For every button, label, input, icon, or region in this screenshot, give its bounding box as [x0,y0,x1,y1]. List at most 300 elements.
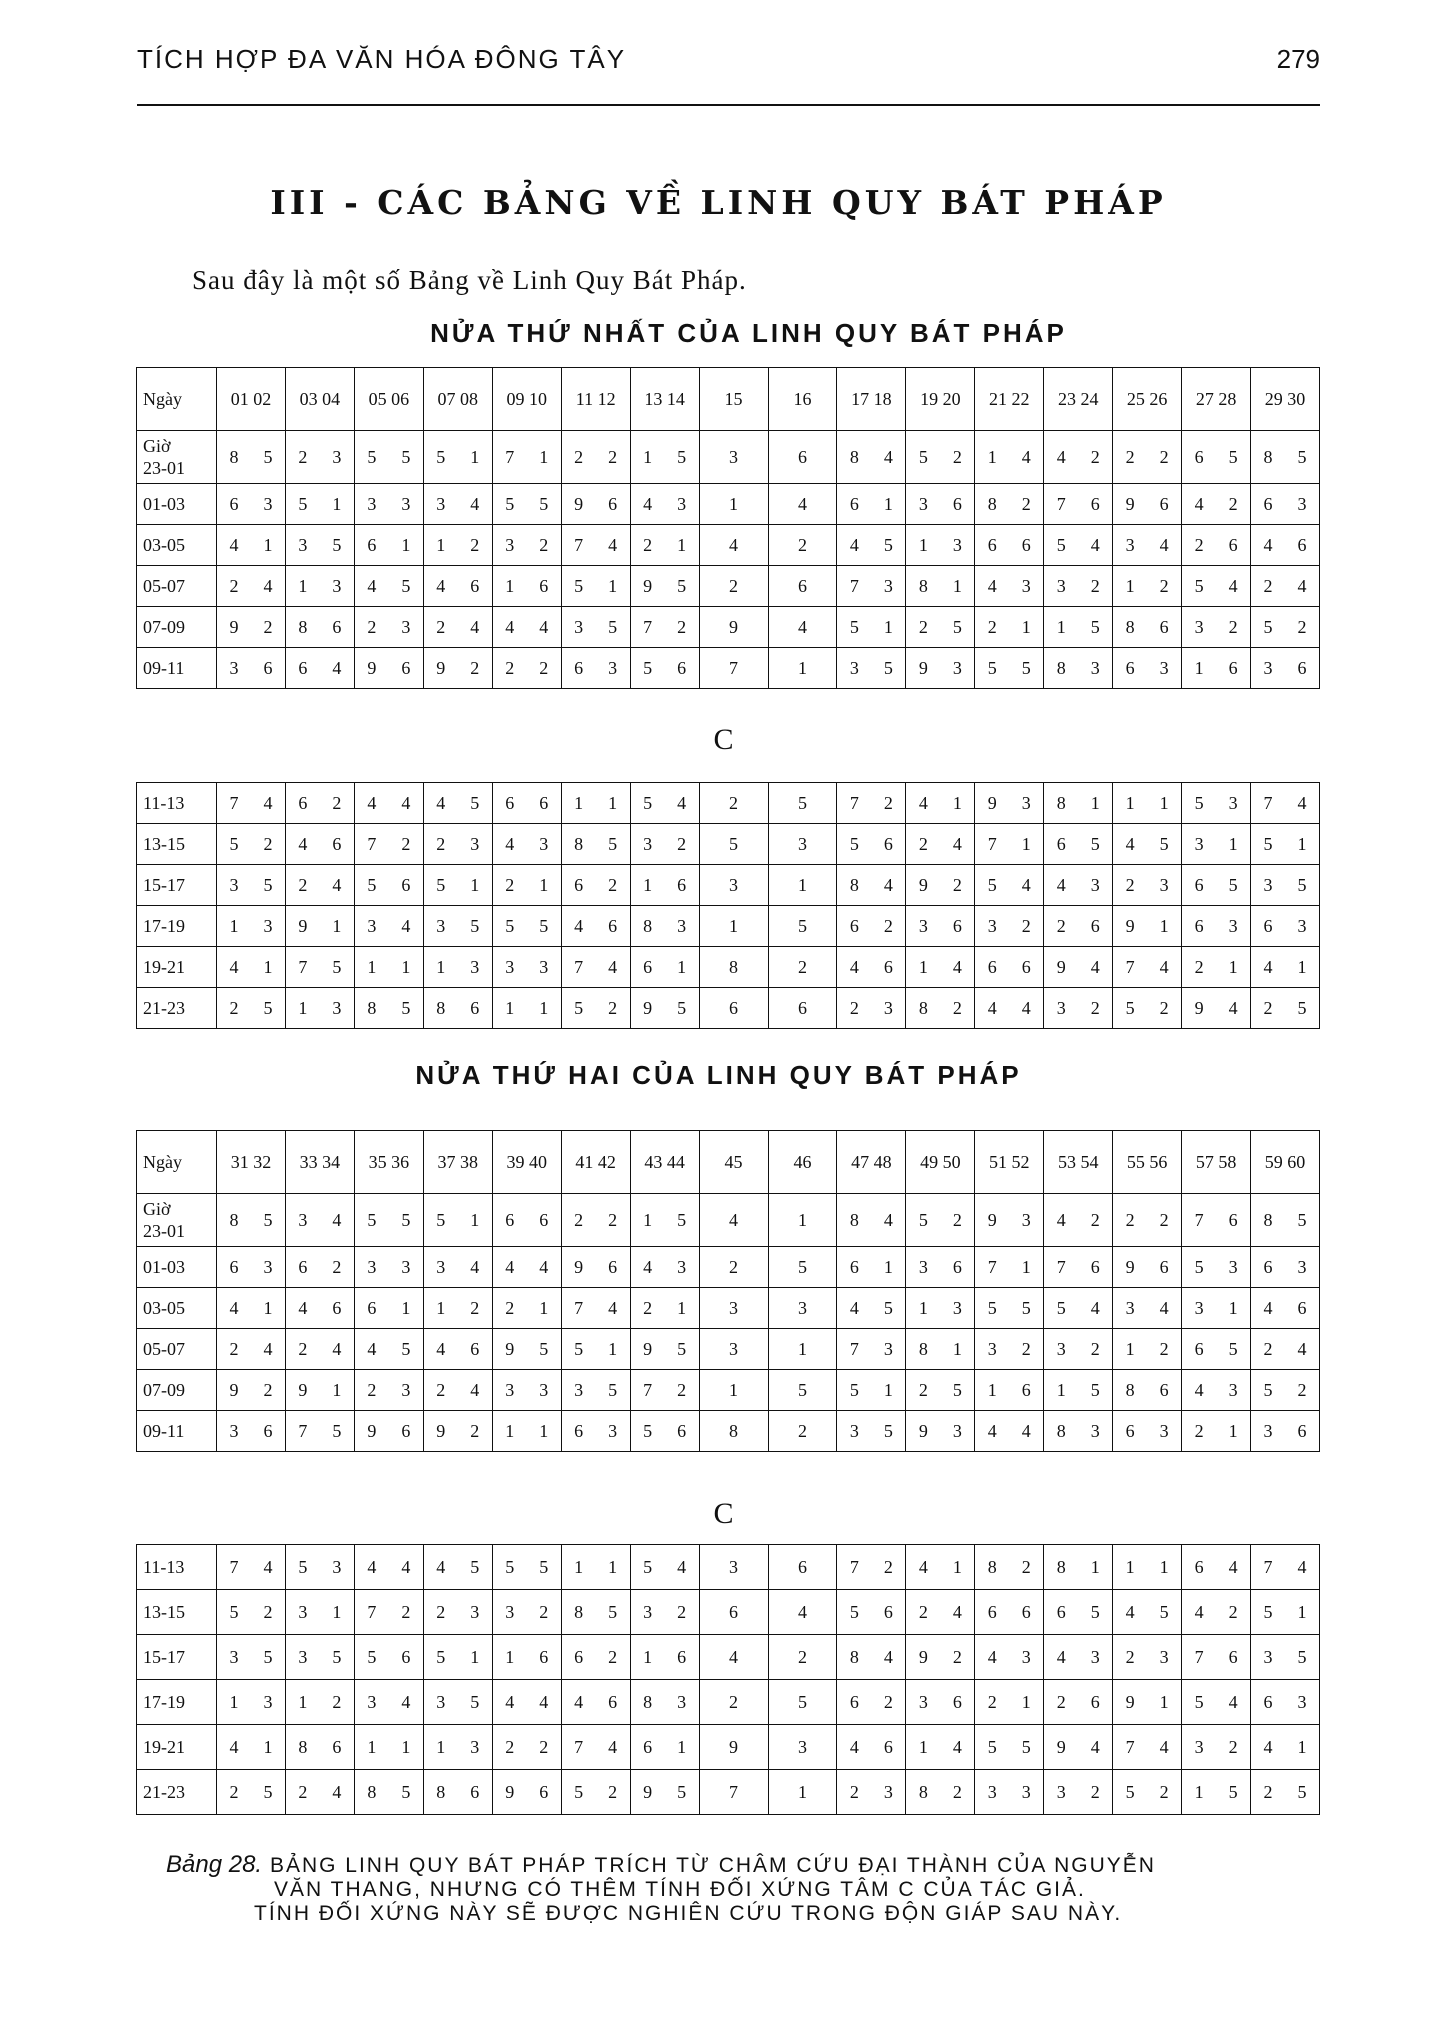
table-cell [837,1725,906,1770]
table-cell [561,484,630,525]
cell-value: 6 2 [849,915,893,936]
table-cell [975,431,1044,484]
table-cell [1044,1590,1113,1635]
cell-value: 1 3 [436,1736,480,1757]
table-row [137,1545,1320,1590]
table-cell [561,906,630,947]
first-half-bottom-table [136,782,1320,1029]
table-cell: 2 [768,1411,837,1452]
table-cell [217,1288,286,1329]
cell-value: 1 1 [505,997,549,1018]
table-cell: 4 [699,525,768,566]
cell-value: 6 3 [1263,915,1307,936]
cell-value: 8 5 [574,833,618,854]
cell-value: 2 5 [229,997,273,1018]
cell-value: 5 4 [987,874,1031,895]
table-cell [1251,1770,1320,1815]
cell-value: 7 6 [1194,1646,1238,1667]
cell-value: 3 5 [298,1646,342,1667]
table-cell [1113,1194,1182,1247]
cell-value: 4 5 [1125,1601,1169,1622]
cell-value: 9 5 [643,1338,687,1359]
cell-value: 4 3 [987,1646,1031,1667]
table-cell: 1 [699,1370,768,1411]
table-cell [630,484,699,525]
cell-value: 9 3 [987,792,1031,813]
hour-label [137,431,217,484]
cell-value: 9 2 [918,1646,962,1667]
cell-value: 5 2 [1125,997,1169,1018]
cell-value: 3 4 [298,1209,342,1230]
table-cell [975,1545,1044,1590]
cell-value: 1 5 [1056,616,1100,637]
cell-value: 1 4 [918,956,962,977]
cell-value: 1 1 [574,1556,618,1577]
table-cell [906,1680,975,1725]
day-column-header: 45 [699,1131,768,1194]
table-cell [354,988,423,1029]
table-row [137,431,1320,484]
cell-value: 4 2 [1056,1209,1100,1230]
cell-value: 3 5 [229,874,273,895]
cell-value: 8 1 [918,1338,962,1359]
table-cell [561,988,630,1029]
table-cell [1044,648,1113,689]
cell-value: 2 4 [918,1601,962,1622]
table-cell [354,824,423,865]
cell-value: 9 1 [1125,915,1169,936]
cell-value: 5 6 [643,657,687,678]
cell-value: 9 6 [1125,493,1169,514]
hour-label: 21-23 [137,1770,217,1815]
cell-value: 1 6 [1194,657,1238,678]
table-cell [217,1635,286,1680]
table-cell [354,484,423,525]
table-row [137,1635,1320,1680]
cell-value: 4 5 [849,534,893,555]
table-row [137,1411,1320,1452]
table-cell [906,1411,975,1452]
table-cell [492,1770,561,1815]
table-cell [354,1725,423,1770]
table-row [137,1288,1320,1329]
table-cell [1113,783,1182,824]
cell-value: 7 4 [1263,792,1307,813]
cell-value: 2 3 [849,1781,893,1802]
cell-value: 6 2 [574,874,618,895]
table-cell [1113,525,1182,566]
table-row [137,1370,1320,1411]
table-cell [630,1329,699,1370]
cell-value: 8 1 [1056,1556,1100,1577]
table-cell: 4 [768,607,837,648]
table-cell [837,431,906,484]
table-cell [217,988,286,1029]
cell-value: 4 6 [574,915,618,936]
table-cell [354,431,423,484]
cell-value: 6 3 [1125,1420,1169,1441]
table-cell [217,783,286,824]
cell-value: 8 3 [1056,1420,1100,1441]
table-cell [354,1370,423,1411]
cell-value: 5 1 [436,874,480,895]
day-column-header: 29 30 [1251,368,1320,431]
table-cell [1182,566,1251,607]
table-cell [285,1370,354,1411]
cell-value: 2 1 [987,616,1031,637]
cell-value: 2 2 [574,446,618,467]
cell-value: 7 4 [229,792,273,813]
cell-value: 5 2 [1263,616,1307,637]
table-cell [285,648,354,689]
cell-value: 2 4 [1263,575,1307,596]
cell-value: 8 2 [987,493,1031,514]
cell-value: 9 5 [643,997,687,1018]
table-cell [906,431,975,484]
table-cell [630,783,699,824]
cell-value: 2 3 [1125,874,1169,895]
hour-label: 13-15 [137,1590,217,1635]
cell-value: 2 5 [918,1379,962,1400]
hour-label: 07-09 [137,607,217,648]
cell-value: 6 5 [1194,1338,1238,1359]
table-cell [975,1725,1044,1770]
cell-value: 4 4 [505,616,549,637]
cell-value: 6 6 [987,956,1031,977]
cell-value: 1 6 [643,1646,687,1667]
table-cell [1113,1247,1182,1288]
table-cell [975,525,1044,566]
table-cell [975,484,1044,525]
intro-paragraph: Sau đây là một số Bảng về Linh Quy Bát Pháp. [192,265,747,295]
table-row [137,1329,1320,1370]
cell-value: 9 3 [918,1420,962,1441]
cell-value: 3 2 [1194,616,1238,637]
cell-value: 4 1 [229,1736,273,1757]
page-number: 279 [1276,44,1320,74]
table-cell [630,431,699,484]
cell-value: 8 5 [229,446,273,467]
table-cell: 2 [699,783,768,824]
table-cell [217,1247,286,1288]
table-cell [217,1411,286,1452]
cell-value: 5 2 [918,446,962,467]
cell-value: 3 4 [1125,534,1169,555]
table-cell [1251,1288,1320,1329]
cell-value: 4 5 [1125,833,1169,854]
cell-value: 5 2 [1125,1781,1169,1802]
cell-value: 2 2 [1125,446,1169,467]
cell-value: 4 4 [505,1256,549,1277]
cell-value: 8 5 [1263,446,1307,467]
cell-value: 4 1 [229,956,273,977]
table-cell [1113,566,1182,607]
cell-value: 4 1 [229,534,273,555]
table-cell: 1 [768,1194,837,1247]
cell-value: 2 2 [1125,1209,1169,1230]
table-cell [906,824,975,865]
cell-value: 3 2 [1194,1736,1238,1757]
table-cell [217,1680,286,1725]
cell-value: 6 3 [1125,657,1169,678]
cell-value: 6 6 [987,534,1031,555]
table-cell: 3 [768,1288,837,1329]
cell-value: 3 1 [1194,1297,1238,1318]
cell-value: 5 6 [643,1420,687,1441]
table-cell: 3 [699,431,768,484]
hour-label: 15-17 [137,1635,217,1680]
table-cell [630,1725,699,1770]
cell-value: 8 4 [849,1646,893,1667]
cell-value: 6 3 [1263,1256,1307,1277]
cell-value: 7 4 [574,534,618,555]
note-label: Bảng 28. [166,1851,263,1878]
table-cell [492,484,561,525]
cell-value: 3 5 [1263,874,1307,895]
table-cell [837,1247,906,1288]
cell-value: 9 2 [436,1420,480,1441]
cell-value: 7 3 [849,1338,893,1359]
table-cell [492,648,561,689]
header-row [137,368,1320,431]
cell-value: 1 1 [505,1420,549,1441]
table-cell: 6 [768,566,837,607]
cell-value: 6 6 [505,1209,549,1230]
cell-value: 4 6 [298,1297,342,1318]
hour-label: 19-21 [137,947,217,988]
table-cell [1251,1411,1320,1452]
cell-value: 7 4 [574,956,618,977]
hour-word: Giờ [143,436,171,456]
table-cell [1044,865,1113,906]
table-cell [354,906,423,947]
cell-value: 1 6 [505,575,549,596]
cell-value: 6 3 [1263,1691,1307,1712]
hour-label: 17-19 [137,1680,217,1725]
cell-value: 7 1 [987,1256,1031,1277]
table-cell [837,1288,906,1329]
day-column-header: 51 52 [975,1131,1044,1194]
cell-value: 2 5 [1263,997,1307,1018]
cell-value: 8 6 [1125,1379,1169,1400]
table-cell [1044,906,1113,947]
cell-value: 3 3 [505,956,549,977]
table-cell [285,988,354,1029]
cell-value: 2 6 [1194,534,1238,555]
table-cell [975,607,1044,648]
table-cell [837,947,906,988]
cell-value: 8 5 [229,1209,273,1230]
cell-value: 6 1 [643,1736,687,1757]
day-column-header: 41 42 [561,1131,630,1194]
hour-label: 01-03 [137,484,217,525]
cell-value: 4 4 [987,1420,1031,1441]
table-cell [492,1329,561,1370]
table-row [137,1247,1320,1288]
cell-value: 3 6 [1263,1420,1307,1441]
table-cell [1044,988,1113,1029]
cell-value: 4 5 [367,575,411,596]
table-cell [492,607,561,648]
table-cell [1182,1545,1251,1590]
table-cell [906,1770,975,1815]
cell-value: 6 1 [849,493,893,514]
cell-value: 7 4 [1263,1556,1307,1577]
table-cell [561,566,630,607]
table-cell [630,1288,699,1329]
hour-label: 11-13 [137,1545,217,1590]
table-cell [561,865,630,906]
day-column-header: 47 48 [837,1131,906,1194]
cell-value: 3 4 [367,915,411,936]
table-cell [975,1247,1044,1288]
cell-value: 2 3 [436,833,480,854]
cell-value: 7 2 [643,616,687,637]
cell-value: 3 2 [505,1601,549,1622]
cell-value: 8 3 [643,915,687,936]
cell-value: 4 3 [1056,1646,1100,1667]
cell-value: 7 2 [367,833,411,854]
cell-value: 4 4 [367,1556,411,1577]
cell-value: 1 1 [367,956,411,977]
hour-label: 03-05 [137,1288,217,1329]
hour-label: 07-09 [137,1370,217,1411]
table-cell [837,865,906,906]
table-cell [1251,1725,1320,1770]
cell-value: 4 5 [436,1556,480,1577]
hour-label: 09-11 [137,648,217,689]
table-cell [217,484,286,525]
cell-value: 3 1 [298,1601,342,1622]
cell-value: 2 3 [1125,1646,1169,1667]
cell-value: 9 4 [1194,997,1238,1018]
cell-value: 5 3 [1194,1256,1238,1277]
table-cell [1044,1247,1113,1288]
table-cell [906,783,975,824]
table-cell [837,1635,906,1680]
day-column-header: 13 14 [630,368,699,431]
cell-value: 2 6 [1056,1691,1100,1712]
table-cell: 5 [768,1680,837,1725]
table-cell: 1 [768,865,837,906]
cell-value: 4 3 [643,1256,687,1277]
table-cell [1251,1329,1320,1370]
table-cell [906,1194,975,1247]
cell-value: 6 3 [574,657,618,678]
day-column-header: 21 22 [975,368,1044,431]
table-cell [217,947,286,988]
table-cell [1251,648,1320,689]
table-row [137,1590,1320,1635]
table-cell [837,1411,906,1452]
day-column-header: 59 60 [1251,1131,1320,1194]
cell-value: 4 5 [849,1297,893,1318]
cell-value: 5 1 [1263,1601,1307,1622]
cell-value: 4 1 [229,1297,273,1318]
table-cell [354,1329,423,1370]
hour-label [137,1194,217,1247]
cell-value: 3 6 [918,915,962,936]
cell-value: 2 4 [298,874,342,895]
cell-value: 1 2 [1125,575,1169,596]
cell-value: 2 4 [436,1379,480,1400]
day-column-header: 46 [768,1131,837,1194]
table-cell [561,1725,630,1770]
table-cell: 1 [768,1329,837,1370]
cell-value: 2 1 [1194,1420,1238,1441]
table-cell [492,566,561,607]
cell-value: 4 4 [505,1691,549,1712]
table-cell [285,865,354,906]
table-cell [837,484,906,525]
cell-value: 5 1 [849,616,893,637]
day-column-header: 16 [768,368,837,431]
cell-value: 4 6 [436,575,480,596]
cell-value: 6 3 [229,493,273,514]
cell-value: 8 6 [436,997,480,1018]
cell-value: 8 5 [367,1781,411,1802]
table-cell [285,1770,354,1815]
table-cell: 4 [699,1194,768,1247]
cell-value: 3 2 [987,915,1031,936]
table-row [137,1194,1320,1247]
table-cell [630,1411,699,1452]
center-marker-first: C [713,723,734,756]
table-cell [837,988,906,1029]
table-cell [1182,865,1251,906]
cell-value: 5 2 [229,833,273,854]
cell-value: 9 1 [1125,1691,1169,1712]
hour-label: 09-11 [137,1411,217,1452]
cell-value: 1 3 [229,1691,273,1712]
table-cell: 5 [768,783,837,824]
cell-value: 7 2 [643,1379,687,1400]
table-cell [1251,1635,1320,1680]
table-cell [217,824,286,865]
hour-label: 05-07 [137,1329,217,1370]
cell-value: 9 6 [505,1781,549,1802]
table-cell [1182,824,1251,865]
cell-value: 7 4 [574,1297,618,1318]
table-cell [906,1590,975,1635]
table-cell [492,1411,561,1452]
cell-value: 7 1 [987,833,1031,854]
table-cell [837,566,906,607]
cell-value: 3 6 [229,657,273,678]
table-cell [217,1370,286,1411]
table-cell [1044,566,1113,607]
center-marker-second: C [713,1497,734,1530]
cell-value: 4 2 [1056,446,1100,467]
cell-value: 4 3 [643,493,687,514]
table-cell: 6 [768,988,837,1029]
hour-range: 23-01 [143,458,185,478]
hour-label: 01-03 [137,1247,217,1288]
table-cell [217,906,286,947]
cell-value: 1 2 [436,534,480,555]
table-cell [423,484,492,525]
table-cell [492,947,561,988]
table-cell [1251,1247,1320,1288]
cell-value: 7 6 [1194,1209,1238,1230]
cell-value: 4 4 [367,792,411,813]
cell-value: 2 4 [229,1338,273,1359]
table-cell [423,1545,492,1590]
table-row [137,783,1320,824]
cell-value: 2 1 [505,874,549,895]
cell-value: 9 2 [436,657,480,678]
table-cell [354,947,423,988]
